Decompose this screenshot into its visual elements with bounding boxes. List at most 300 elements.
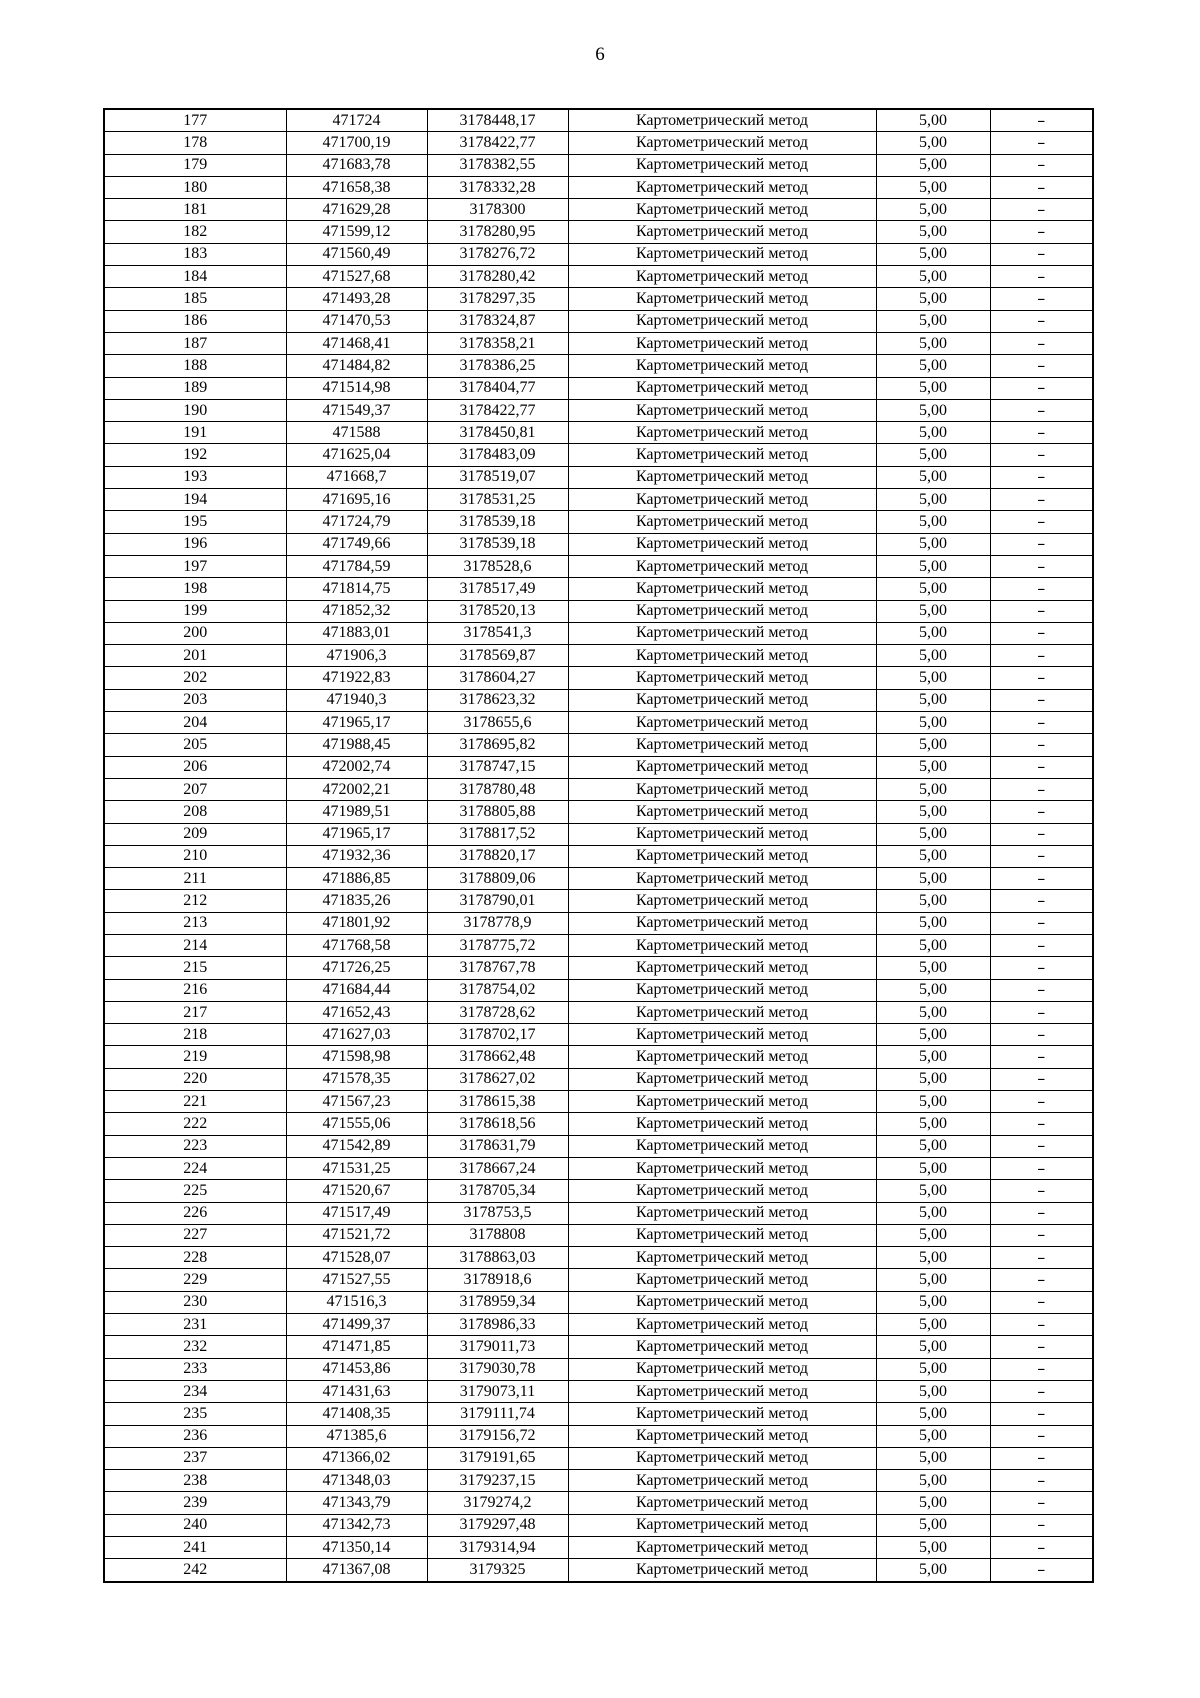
point-number-cell: 205 xyxy=(104,734,286,756)
x-coordinate-cell: 471555,06 xyxy=(286,1113,427,1135)
method-cell: Картометрический метод xyxy=(568,578,876,600)
x-coordinate-cell: 471578,35 xyxy=(286,1068,427,1090)
table-row xyxy=(104,823,1093,845)
table-row xyxy=(104,1514,1093,1536)
y-coordinate-cell: 3178528,6 xyxy=(427,555,568,577)
x-coordinate-cell: 471814,75 xyxy=(286,578,427,600)
description-cell: – xyxy=(990,645,1093,667)
point-number-cell: 197 xyxy=(104,555,286,577)
table-row xyxy=(104,1559,1093,1582)
x-coordinate-cell: 471989,51 xyxy=(286,801,427,823)
accuracy-cell: 5,00 xyxy=(876,1380,990,1402)
description-cell: – xyxy=(990,533,1093,555)
description-cell: – xyxy=(990,288,1093,310)
accuracy-cell: 5,00 xyxy=(876,890,990,912)
x-coordinate-cell: 471726,25 xyxy=(286,957,427,979)
table-row xyxy=(104,310,1093,332)
point-number-cell: 215 xyxy=(104,957,286,979)
method-cell: Картометрический метод xyxy=(568,1091,876,1113)
point-number-cell: 194 xyxy=(104,489,286,511)
description-cell: – xyxy=(990,555,1093,577)
table-row xyxy=(104,332,1093,354)
y-coordinate-cell: 3178519,07 xyxy=(427,466,568,488)
method-cell: Картометрический метод xyxy=(568,1157,876,1179)
table-row xyxy=(104,533,1093,555)
accuracy-cell: 5,00 xyxy=(876,934,990,956)
y-coordinate-cell: 3178604,27 xyxy=(427,667,568,689)
method-cell: Картометрический метод xyxy=(568,399,876,421)
accuracy-cell: 5,00 xyxy=(876,823,990,845)
accuracy-cell: 5,00 xyxy=(876,1157,990,1179)
table-row xyxy=(104,979,1093,1001)
point-number-cell: 201 xyxy=(104,645,286,667)
y-coordinate-cell: 3179297,48 xyxy=(427,1514,568,1536)
point-number-cell: 237 xyxy=(104,1447,286,1469)
method-cell: Картометрический метод xyxy=(568,1447,876,1469)
accuracy-cell: 5,00 xyxy=(876,310,990,332)
description-cell: – xyxy=(990,912,1093,934)
accuracy-cell: 5,00 xyxy=(876,1001,990,1023)
table-row xyxy=(104,1314,1093,1336)
description-cell: – xyxy=(990,1425,1093,1447)
point-number-cell: 223 xyxy=(104,1135,286,1157)
method-cell: Картометрический метод xyxy=(568,979,876,1001)
description-cell: – xyxy=(990,466,1093,488)
description-cell: – xyxy=(990,1314,1093,1336)
description-cell: – xyxy=(990,1269,1093,1291)
point-number-cell: 198 xyxy=(104,578,286,600)
description-cell: – xyxy=(990,1068,1093,1090)
table-row xyxy=(104,1492,1093,1514)
description-cell: – xyxy=(990,957,1093,979)
x-coordinate-cell: 471366,02 xyxy=(286,1447,427,1469)
x-coordinate-cell: 471527,55 xyxy=(286,1269,427,1291)
y-coordinate-cell: 3178358,21 xyxy=(427,332,568,354)
point-number-cell: 203 xyxy=(104,689,286,711)
method-cell: Картометрический метод xyxy=(568,1046,876,1068)
accuracy-cell: 5,00 xyxy=(876,511,990,533)
table-row xyxy=(104,1358,1093,1380)
table-row xyxy=(104,957,1093,979)
y-coordinate-cell: 3178705,34 xyxy=(427,1180,568,1202)
method-cell: Картометрический метод xyxy=(568,555,876,577)
point-number-cell: 219 xyxy=(104,1046,286,1068)
accuracy-cell: 5,00 xyxy=(876,1046,990,1068)
table-row xyxy=(104,511,1093,533)
table-row xyxy=(104,1291,1093,1313)
table-row xyxy=(104,1113,1093,1135)
table-row xyxy=(104,1135,1093,1157)
method-cell: Картометрический метод xyxy=(568,622,876,644)
method-cell: Картометрический метод xyxy=(568,1180,876,1202)
description-cell: – xyxy=(990,778,1093,800)
table-row xyxy=(104,868,1093,890)
description-cell: – xyxy=(990,132,1093,154)
accuracy-cell: 5,00 xyxy=(876,801,990,823)
description-cell: – xyxy=(990,801,1093,823)
y-coordinate-cell: 3178300 xyxy=(427,199,568,221)
y-coordinate-cell: 3178820,17 xyxy=(427,845,568,867)
point-number-cell: 231 xyxy=(104,1314,286,1336)
method-cell: Картометрический метод xyxy=(568,1001,876,1023)
y-coordinate-cell: 3178767,78 xyxy=(427,957,568,979)
method-cell: Картометрический метод xyxy=(568,756,876,778)
point-number-cell: 242 xyxy=(104,1559,286,1582)
accuracy-cell: 5,00 xyxy=(876,1336,990,1358)
table-row xyxy=(104,1157,1093,1179)
x-coordinate-cell: 471517,49 xyxy=(286,1202,427,1224)
point-number-cell: 196 xyxy=(104,533,286,555)
table-row xyxy=(104,1447,1093,1469)
method-cell: Картометрический метод xyxy=(568,1247,876,1269)
page-number: 6 xyxy=(595,44,605,65)
accuracy-cell: 5,00 xyxy=(876,1224,990,1246)
point-number-cell: 225 xyxy=(104,1180,286,1202)
point-number-cell: 183 xyxy=(104,243,286,265)
x-coordinate-cell: 471629,28 xyxy=(286,199,427,221)
description-cell: – xyxy=(990,154,1093,176)
x-coordinate-cell: 471499,37 xyxy=(286,1314,427,1336)
method-cell: Картометрический метод xyxy=(568,912,876,934)
x-coordinate-cell: 471493,28 xyxy=(286,288,427,310)
table-row xyxy=(104,221,1093,243)
y-coordinate-cell: 3178775,72 xyxy=(427,934,568,956)
description-cell: – xyxy=(990,1559,1093,1582)
accuracy-cell: 5,00 xyxy=(876,778,990,800)
description-cell: – xyxy=(990,979,1093,1001)
method-cell: Картометрический метод xyxy=(568,667,876,689)
description-cell: – xyxy=(990,1514,1093,1536)
point-number-cell: 233 xyxy=(104,1358,286,1380)
method-cell: Картометрический метод xyxy=(568,109,876,132)
x-coordinate-cell: 471385,6 xyxy=(286,1425,427,1447)
y-coordinate-cell: 3178280,95 xyxy=(427,221,568,243)
method-cell: Картометрический метод xyxy=(568,1202,876,1224)
method-cell: Картометрический метод xyxy=(568,890,876,912)
method-cell: Картометрический метод xyxy=(568,1224,876,1246)
accuracy-cell: 5,00 xyxy=(876,578,990,600)
x-coordinate-cell: 471599,12 xyxy=(286,221,427,243)
point-number-cell: 217 xyxy=(104,1001,286,1023)
method-cell: Картометрический метод xyxy=(568,176,876,198)
description-cell: – xyxy=(990,243,1093,265)
table-row xyxy=(104,1470,1093,1492)
y-coordinate-cell: 3179111,74 xyxy=(427,1403,568,1425)
description-cell: – xyxy=(990,1247,1093,1269)
point-number-cell: 241 xyxy=(104,1537,286,1559)
accuracy-cell: 5,00 xyxy=(876,1180,990,1202)
y-coordinate-cell: 3179156,72 xyxy=(427,1425,568,1447)
y-coordinate-cell: 3178959,34 xyxy=(427,1291,568,1313)
x-coordinate-cell: 471768,58 xyxy=(286,934,427,956)
description-cell: – xyxy=(990,845,1093,867)
y-coordinate-cell: 3178531,25 xyxy=(427,489,568,511)
accuracy-cell: 5,00 xyxy=(876,1202,990,1224)
point-number-cell: 226 xyxy=(104,1202,286,1224)
table-row xyxy=(104,422,1093,444)
point-number-cell: 208 xyxy=(104,801,286,823)
table-row xyxy=(104,622,1093,644)
method-cell: Картометрический метод xyxy=(568,1425,876,1447)
description-cell: – xyxy=(990,1447,1093,1469)
method-cell: Картометрический метод xyxy=(568,689,876,711)
point-number-cell: 240 xyxy=(104,1514,286,1536)
method-cell: Картометрический метод xyxy=(568,533,876,555)
accuracy-cell: 5,00 xyxy=(876,645,990,667)
y-coordinate-cell: 3178817,52 xyxy=(427,823,568,845)
method-cell: Картометрический метод xyxy=(568,712,876,734)
point-number-cell: 193 xyxy=(104,466,286,488)
y-coordinate-cell: 3178539,18 xyxy=(427,511,568,533)
x-coordinate-cell: 471695,16 xyxy=(286,489,427,511)
method-cell: Картометрический метод xyxy=(568,132,876,154)
method-cell: Картометрический метод xyxy=(568,355,876,377)
method-cell: Картометрический метод xyxy=(568,199,876,221)
table-row xyxy=(104,1001,1093,1023)
table-row xyxy=(104,355,1093,377)
x-coordinate-cell: 471453,86 xyxy=(286,1358,427,1380)
accuracy-cell: 5,00 xyxy=(876,667,990,689)
method-cell: Картометрический метод xyxy=(568,1403,876,1425)
table-row xyxy=(104,1202,1093,1224)
point-number-cell: 202 xyxy=(104,667,286,689)
table-row xyxy=(104,756,1093,778)
point-number-cell: 189 xyxy=(104,377,286,399)
y-coordinate-cell: 3178863,03 xyxy=(427,1247,568,1269)
accuracy-cell: 5,00 xyxy=(876,1425,990,1447)
table-row xyxy=(104,266,1093,288)
description-cell: – xyxy=(990,199,1093,221)
description-cell: – xyxy=(990,221,1093,243)
y-coordinate-cell: 3178728,62 xyxy=(427,1001,568,1023)
y-coordinate-cell: 3179314,94 xyxy=(427,1537,568,1559)
accuracy-cell: 5,00 xyxy=(876,1403,990,1425)
table-row xyxy=(104,555,1093,577)
x-coordinate-cell: 471922,83 xyxy=(286,667,427,689)
method-cell: Картометрический метод xyxy=(568,801,876,823)
y-coordinate-cell: 3178631,79 xyxy=(427,1135,568,1157)
description-cell: – xyxy=(990,823,1093,845)
point-number-cell: 224 xyxy=(104,1157,286,1179)
x-coordinate-cell: 471658,38 xyxy=(286,176,427,198)
x-coordinate-cell: 471906,3 xyxy=(286,645,427,667)
y-coordinate-cell: 3178541,3 xyxy=(427,622,568,644)
method-cell: Картометрический метод xyxy=(568,600,876,622)
y-coordinate-cell: 3178483,09 xyxy=(427,444,568,466)
y-coordinate-cell: 3178448,17 xyxy=(427,109,568,132)
method-cell: Картометрический метод xyxy=(568,1470,876,1492)
accuracy-cell: 5,00 xyxy=(876,243,990,265)
y-coordinate-cell: 3178754,02 xyxy=(427,979,568,1001)
description-cell: – xyxy=(990,1157,1093,1179)
method-cell: Картометрический метод xyxy=(568,288,876,310)
point-number-cell: 228 xyxy=(104,1247,286,1269)
description-cell: – xyxy=(990,756,1093,778)
accuracy-cell: 5,00 xyxy=(876,1135,990,1157)
accuracy-cell: 5,00 xyxy=(876,355,990,377)
x-coordinate-cell: 471542,89 xyxy=(286,1135,427,1157)
point-number-cell: 232 xyxy=(104,1336,286,1358)
table-row xyxy=(104,712,1093,734)
y-coordinate-cell: 3179325 xyxy=(427,1559,568,1582)
y-coordinate-cell: 3179191,65 xyxy=(427,1447,568,1469)
description-cell: – xyxy=(990,266,1093,288)
x-coordinate-cell: 471343,79 xyxy=(286,1492,427,1514)
description-cell: – xyxy=(990,1291,1093,1313)
y-coordinate-cell: 3178805,88 xyxy=(427,801,568,823)
description-cell: – xyxy=(990,667,1093,689)
accuracy-cell: 5,00 xyxy=(876,689,990,711)
point-number-cell: 195 xyxy=(104,511,286,533)
y-coordinate-cell: 3178627,02 xyxy=(427,1068,568,1090)
method-cell: Картометрический метод xyxy=(568,221,876,243)
accuracy-cell: 5,00 xyxy=(876,533,990,555)
y-coordinate-cell: 3178780,48 xyxy=(427,778,568,800)
table-row xyxy=(104,199,1093,221)
point-number-cell: 222 xyxy=(104,1113,286,1135)
method-cell: Картометрический метод xyxy=(568,377,876,399)
description-cell: – xyxy=(990,355,1093,377)
point-number-cell: 216 xyxy=(104,979,286,1001)
method-cell: Картометрический метод xyxy=(568,1068,876,1090)
method-cell: Картометрический метод xyxy=(568,1514,876,1536)
point-number-cell: 221 xyxy=(104,1091,286,1113)
method-cell: Картометрический метод xyxy=(568,1492,876,1514)
point-number-cell: 178 xyxy=(104,132,286,154)
table-row xyxy=(104,1091,1093,1113)
y-coordinate-cell: 3178809,06 xyxy=(427,868,568,890)
method-cell: Картометрический метод xyxy=(568,778,876,800)
x-coordinate-cell: 472002,21 xyxy=(286,778,427,800)
y-coordinate-cell: 3178615,38 xyxy=(427,1091,568,1113)
accuracy-cell: 5,00 xyxy=(876,199,990,221)
accuracy-cell: 5,00 xyxy=(876,288,990,310)
point-number-cell: 180 xyxy=(104,176,286,198)
accuracy-cell: 5,00 xyxy=(876,1091,990,1113)
y-coordinate-cell: 3178747,15 xyxy=(427,756,568,778)
method-cell: Картометрический метод xyxy=(568,1314,876,1336)
description-cell: – xyxy=(990,622,1093,644)
point-number-cell: 181 xyxy=(104,199,286,221)
table-row xyxy=(104,890,1093,912)
description-cell: – xyxy=(990,1046,1093,1068)
y-coordinate-cell: 3179030,78 xyxy=(427,1358,568,1380)
method-cell: Картометрический метод xyxy=(568,1380,876,1402)
table-row xyxy=(104,667,1093,689)
method-cell: Картометрический метод xyxy=(568,1336,876,1358)
table-row xyxy=(104,132,1093,154)
table-row xyxy=(104,377,1093,399)
table-row xyxy=(104,109,1093,132)
method-cell: Картометрический метод xyxy=(568,422,876,444)
method-cell: Картометрический метод xyxy=(568,1559,876,1582)
point-number-cell: 239 xyxy=(104,1492,286,1514)
x-coordinate-cell: 471668,7 xyxy=(286,466,427,488)
accuracy-cell: 5,00 xyxy=(876,1314,990,1336)
method-cell: Картометрический метод xyxy=(568,1358,876,1380)
table-row xyxy=(104,778,1093,800)
x-coordinate-cell: 471598,98 xyxy=(286,1046,427,1068)
point-number-cell: 218 xyxy=(104,1024,286,1046)
x-coordinate-cell: 471932,36 xyxy=(286,845,427,867)
accuracy-cell: 5,00 xyxy=(876,1068,990,1090)
description-cell: – xyxy=(990,1091,1093,1113)
point-number-cell: 238 xyxy=(104,1470,286,1492)
y-coordinate-cell: 3178790,01 xyxy=(427,890,568,912)
description-cell: – xyxy=(990,1492,1093,1514)
y-coordinate-cell: 3178517,49 xyxy=(427,578,568,600)
accuracy-cell: 5,00 xyxy=(876,1291,990,1313)
accuracy-cell: 5,00 xyxy=(876,1247,990,1269)
method-cell: Картометрический метод xyxy=(568,266,876,288)
accuracy-cell: 5,00 xyxy=(876,266,990,288)
point-number-cell: 184 xyxy=(104,266,286,288)
table-row xyxy=(104,1024,1093,1046)
method-cell: Картометрический метод xyxy=(568,1024,876,1046)
x-coordinate-cell: 471940,3 xyxy=(286,689,427,711)
table-row xyxy=(104,912,1093,934)
table-row xyxy=(104,1046,1093,1068)
description-cell: – xyxy=(990,734,1093,756)
x-coordinate-cell: 471627,03 xyxy=(286,1024,427,1046)
accuracy-cell: 5,00 xyxy=(876,1492,990,1514)
description-cell: – xyxy=(990,890,1093,912)
accuracy-cell: 5,00 xyxy=(876,444,990,466)
table-row xyxy=(104,600,1093,622)
x-coordinate-cell: 471749,66 xyxy=(286,533,427,555)
point-number-cell: 211 xyxy=(104,868,286,890)
description-cell: – xyxy=(990,1113,1093,1135)
table-row xyxy=(104,1380,1093,1402)
table-row xyxy=(104,243,1093,265)
accuracy-cell: 5,00 xyxy=(876,1447,990,1469)
point-number-cell: 234 xyxy=(104,1380,286,1402)
method-cell: Картометрический метод xyxy=(568,1269,876,1291)
point-number-cell: 185 xyxy=(104,288,286,310)
accuracy-cell: 5,00 xyxy=(876,1537,990,1559)
accuracy-cell: 5,00 xyxy=(876,756,990,778)
y-coordinate-cell: 3178450,81 xyxy=(427,422,568,444)
method-cell: Картометрический метод xyxy=(568,1113,876,1135)
coordinates-table xyxy=(103,108,1094,1583)
y-coordinate-cell: 3179274,2 xyxy=(427,1492,568,1514)
y-coordinate-cell: 3178623,32 xyxy=(427,689,568,711)
accuracy-cell: 5,00 xyxy=(876,1514,990,1536)
y-coordinate-cell: 3178386,25 xyxy=(427,355,568,377)
y-coordinate-cell: 3178404,77 xyxy=(427,377,568,399)
y-coordinate-cell: 3178618,56 xyxy=(427,1113,568,1135)
x-coordinate-cell: 471431,63 xyxy=(286,1380,427,1402)
description-cell: – xyxy=(990,1358,1093,1380)
table-row xyxy=(104,734,1093,756)
method-cell: Картометрический метод xyxy=(568,243,876,265)
description-cell: – xyxy=(990,422,1093,444)
point-number-cell: 177 xyxy=(104,109,286,132)
y-coordinate-cell: 3178569,87 xyxy=(427,645,568,667)
accuracy-cell: 5,00 xyxy=(876,979,990,1001)
description-cell: – xyxy=(990,934,1093,956)
table-row xyxy=(104,1180,1093,1202)
point-number-cell: 227 xyxy=(104,1224,286,1246)
description-cell: – xyxy=(990,1537,1093,1559)
point-number-cell: 187 xyxy=(104,332,286,354)
accuracy-cell: 5,00 xyxy=(876,1358,990,1380)
x-coordinate-cell: 472002,74 xyxy=(286,756,427,778)
x-coordinate-cell: 471784,59 xyxy=(286,555,427,577)
method-cell: Картометрический метод xyxy=(568,845,876,867)
accuracy-cell: 5,00 xyxy=(876,332,990,354)
accuracy-cell: 5,00 xyxy=(876,622,990,644)
